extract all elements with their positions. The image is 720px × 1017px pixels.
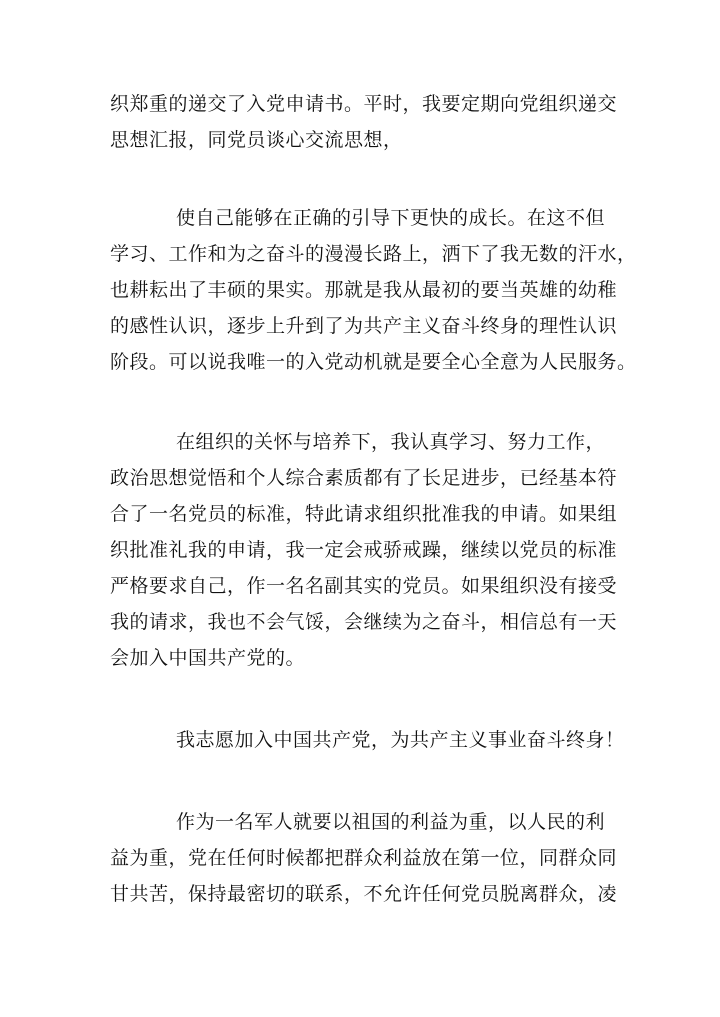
- paragraph-line: 益为重，党在任何时候都把群众利益放在第一位，同群众同: [110, 847, 618, 869]
- paragraph-line: 甘共苦，保持最密切的联系，不允许任何党员脱离群众，凌: [110, 883, 618, 905]
- paragraph-line: 思想汇报，同党员谈心交流思想，: [110, 129, 403, 151]
- paragraph-line: 织郑重的递交了入党申请书。平时，我要定期向党组织递交: [110, 93, 618, 115]
- paragraph-line: 织批准礼我的申请，我一定会戒骄戒躁，继续以党员的标准: [110, 539, 618, 561]
- paragraph-line: 合了一名党员的标准，特此请求组织批准我的申请。如果组: [110, 503, 618, 525]
- paragraph-line: 也耕耘出了丰硕的果实。那就是我从最初的要当英雄的幼稚: [110, 279, 618, 301]
- paragraph-1: [110, 86, 618, 158]
- paragraph-line: 阶段。可以说我唯一的入党动机就是要全心全意为人民服务。: [110, 351, 637, 373]
- paragraph-2: [110, 200, 637, 380]
- paragraph-line: 的感性认识，逐步上升到了为共产主义奋斗终身的理性认识: [110, 315, 618, 337]
- paragraph-line: 我的请求，我也不会气馁，会继续为之奋斗，相信总有一天: [110, 611, 618, 633]
- paragraph-line: 政治思想觉悟和个人综合素质都有了长足进步，已经基本符: [110, 467, 618, 489]
- paragraph-line: 严格要求自己，作一名名副其实的党员。如果组织没有接受: [110, 575, 618, 597]
- paragraph-5: [110, 804, 618, 912]
- paragraph-3: [110, 424, 618, 676]
- paragraph-line: 学习、工作和为之奋斗的漫漫长路上，洒下了我无数的汗水，: [110, 243, 637, 265]
- paragraph-4: [110, 722, 625, 758]
- paragraph-line: 会加入中国共产党的。: [110, 647, 306, 669]
- paragraph-line: 在组织的关怀与培养下，我认真学习、努力工作，: [176, 431, 606, 453]
- paragraph-line: 作为一名军人就要以祖国的利益为重，以人民的利: [176, 811, 606, 833]
- paragraph-line: 使自己能够在正确的引导下更快的成长。在这不但: [176, 207, 606, 229]
- paragraph-line: 我志愿加入中国共产党，为共产主义事业奋斗终身！: [176, 729, 625, 751]
